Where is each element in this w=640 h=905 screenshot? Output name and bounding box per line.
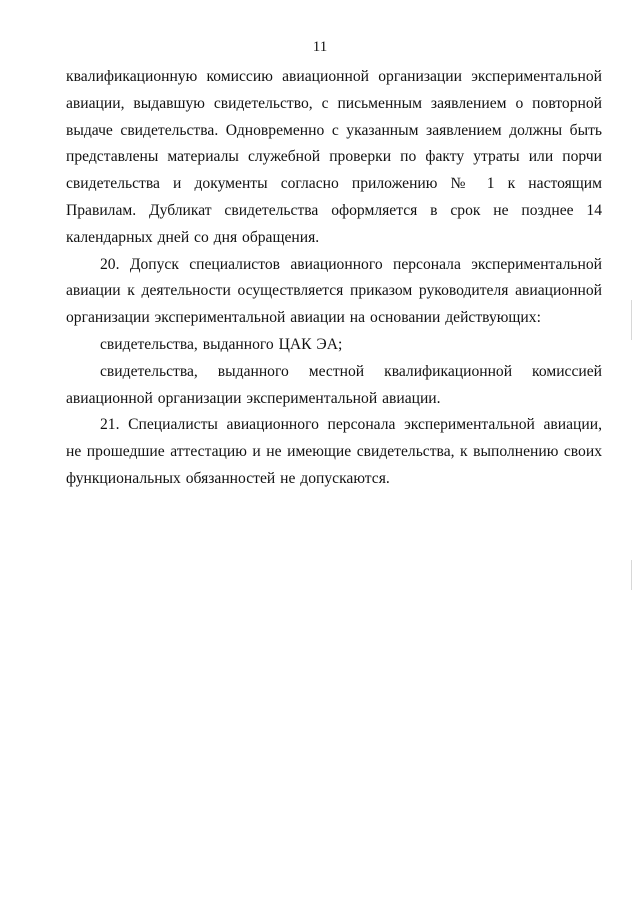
paragraph-20-admission: 20. Допуск специалистов авиационного персонала экспериментальной авиации к деятельности осуществляется приказом руководителя авиационной организации экспериментальной авиации на основании действующих:: [66, 255, 602, 327]
scan-edge-mark: [631, 560, 632, 590]
list-item-cak-certificate: свидетельства, выданного ЦАК ЭА;: [100, 335, 343, 353]
scan-edge-mark: [631, 300, 632, 340]
paragraph-21-not-admitted: 21. Специалисты авиационного персонала экспериментальной авиации, не прошедшие аттестацию и не имеющие свидетельства, к выполнению своих функциональных обязанностей не допускаются.: [66, 416, 602, 487]
list-item-local-commission-certificate: свидетельства, выданного местной квалификационной комиссией авиационной организации экспериментальной авиации.: [66, 362, 602, 407]
document-body: [66, 64, 602, 493]
paragraph-duplicate-certificate: квалификационную комиссию авиационной организации экспериментальной авиации, выдавшую свидетельство, с письменным заявлением о повторной выдаче свидетельства. Одновременно с указанным заявлением должны быть представлены материалы служебной проверки по факту утраты или порчи свидетельства и документы согласно приложению № 1 к настоящим Правилам. Дубликат свидетельства оформляется в срок не позднее 14 календарных дней со дня обращения.: [66, 68, 602, 246]
page-number: 11: [312, 39, 328, 55]
